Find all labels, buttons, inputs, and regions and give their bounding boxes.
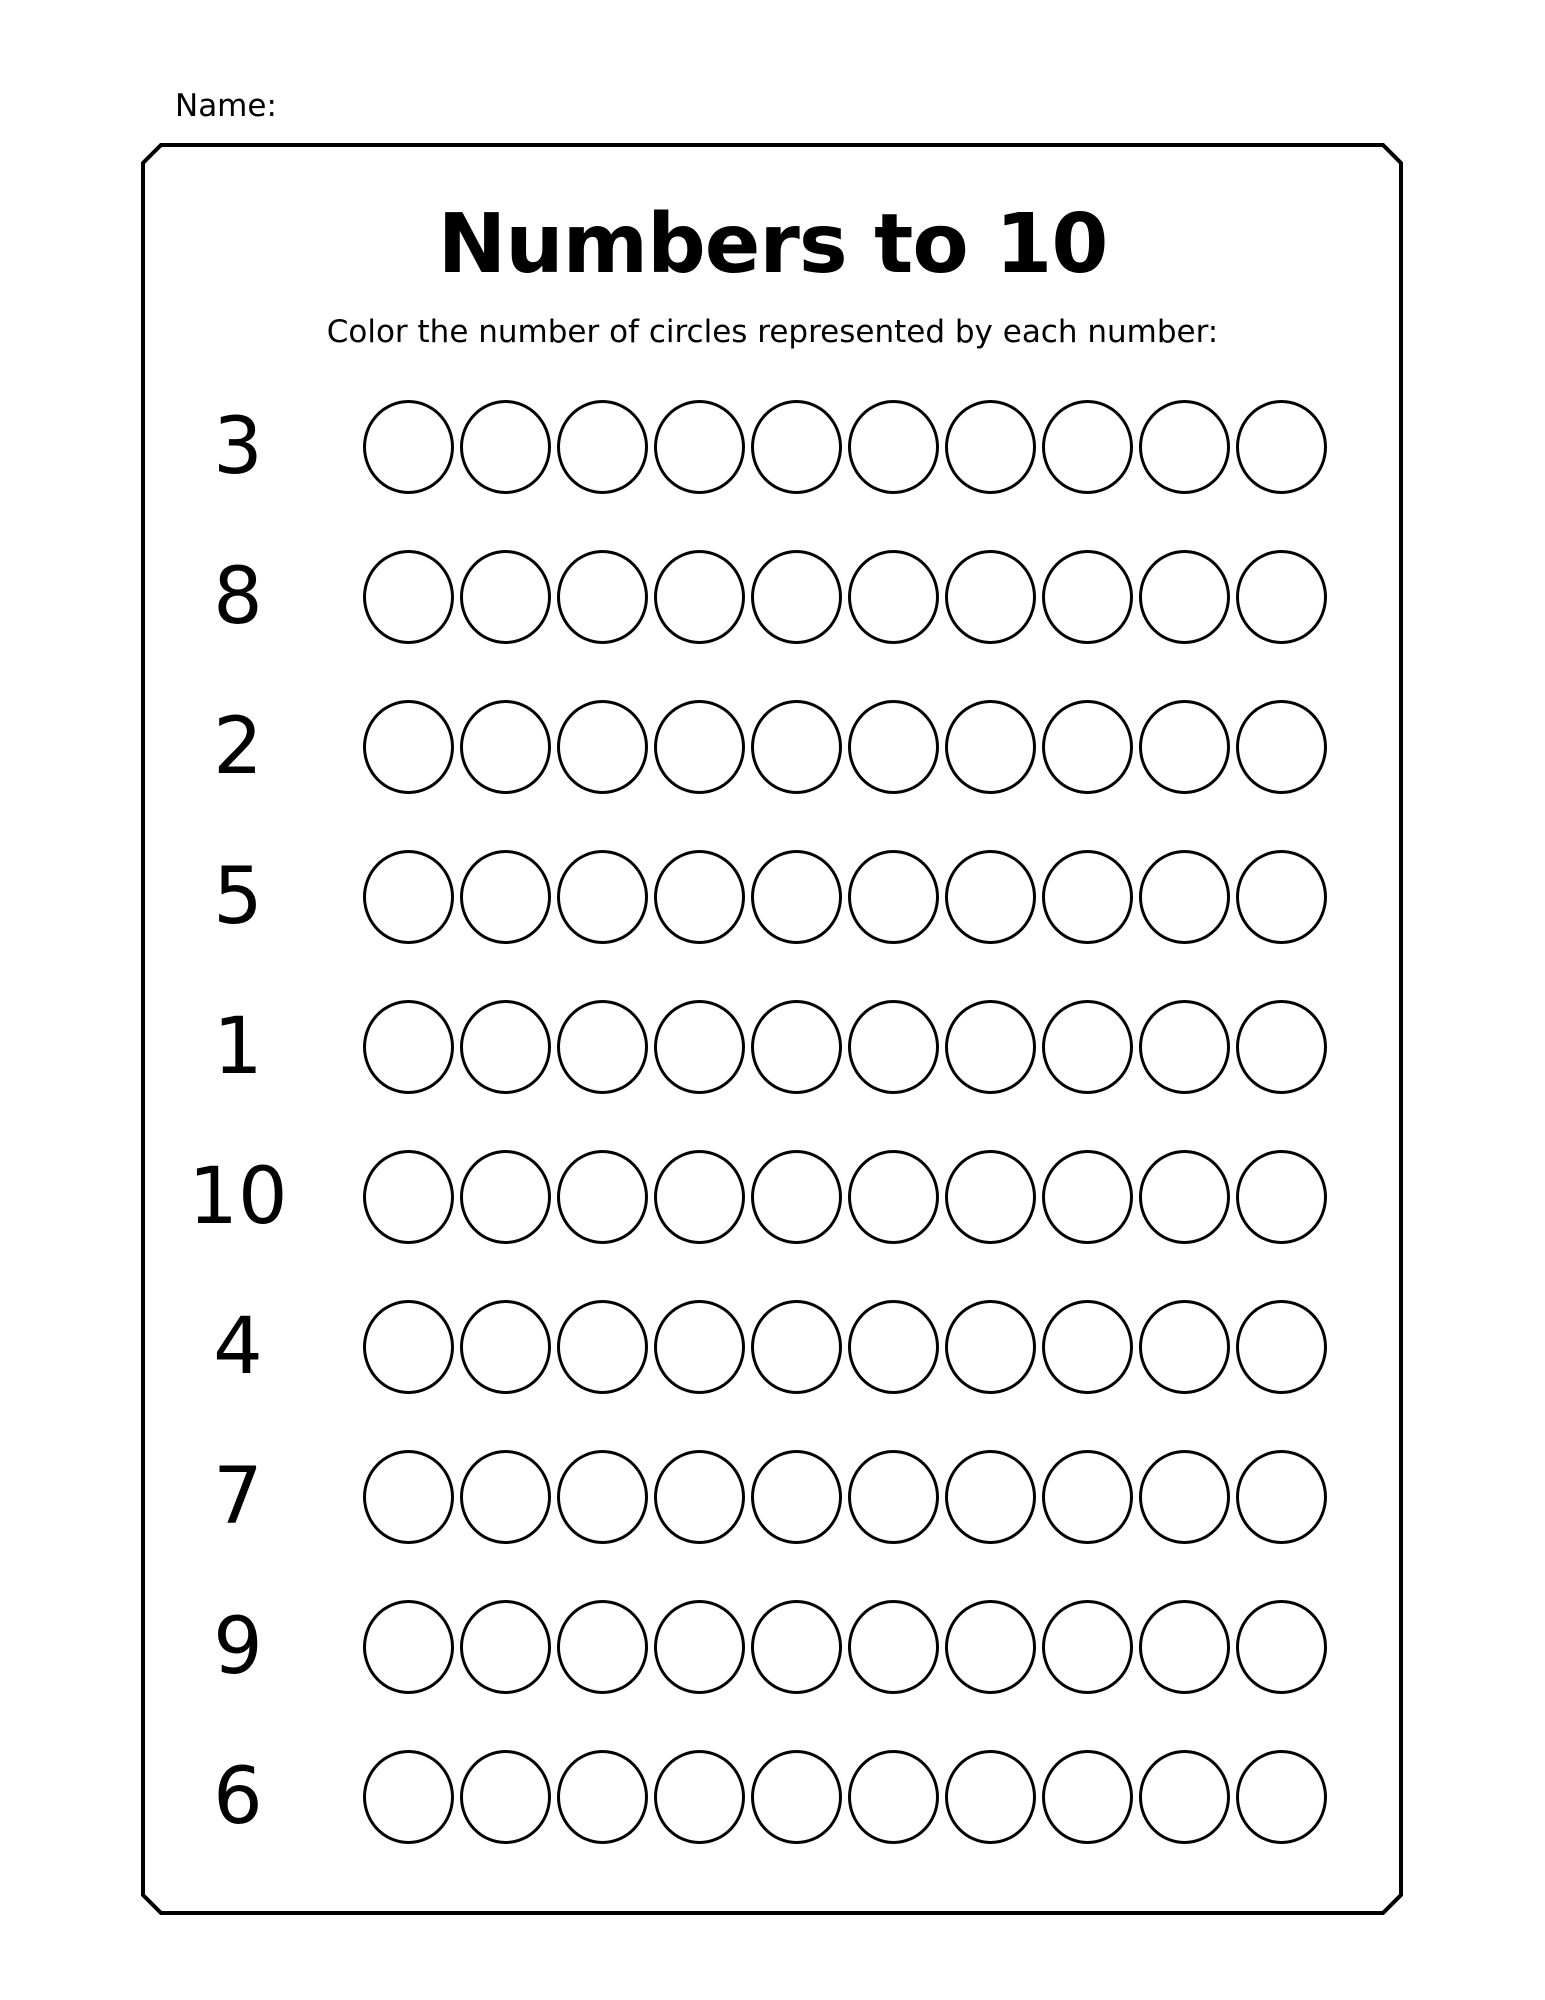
colorable-circle[interactable] — [557, 1000, 648, 1094]
colorable-circle[interactable] — [363, 400, 454, 494]
colorable-circle[interactable] — [654, 1000, 745, 1094]
number-row — [0, 1147, 1545, 1247]
colorable-circle[interactable] — [945, 1750, 1036, 1844]
worksheet-title: Numbers to 10 — [437, 197, 1108, 292]
colorable-circle[interactable] — [1139, 850, 1230, 944]
colorable-circle[interactable] — [557, 850, 648, 944]
colorable-circle[interactable] — [751, 400, 842, 494]
colorable-circle[interactable] — [1139, 1150, 1230, 1244]
colorable-circle[interactable] — [363, 1600, 454, 1694]
colorable-circle[interactable] — [1236, 1000, 1327, 1094]
colorable-circle[interactable] — [460, 1750, 551, 1844]
colorable-circle[interactable] — [1139, 700, 1230, 794]
colorable-circle[interactable] — [654, 1450, 745, 1544]
colorable-circle[interactable] — [1236, 400, 1327, 494]
colorable-circle[interactable] — [1236, 1450, 1327, 1544]
colorable-circle[interactable] — [557, 1150, 648, 1244]
name-label: Name: — [175, 88, 277, 124]
colorable-circle[interactable] — [945, 1150, 1036, 1244]
colorable-circle[interactable] — [751, 1600, 842, 1694]
colorable-circle[interactable] — [1042, 1600, 1133, 1694]
colorable-circle[interactable] — [557, 1300, 648, 1394]
colorable-circle[interactable] — [654, 1600, 745, 1694]
colorable-circle[interactable] — [654, 400, 745, 494]
colorable-circle[interactable] — [654, 1750, 745, 1844]
colorable-circle[interactable] — [848, 1150, 939, 1244]
colorable-circle[interactable] — [1042, 850, 1133, 944]
colorable-circle[interactable] — [1139, 1450, 1230, 1544]
colorable-circle[interactable] — [363, 700, 454, 794]
colorable-circle[interactable] — [654, 1300, 745, 1394]
colorable-circle[interactable] — [1236, 550, 1327, 644]
colorable-circle[interactable] — [1236, 850, 1327, 944]
colorable-circle[interactable] — [751, 1150, 842, 1244]
colorable-circle[interactable] — [460, 1600, 551, 1694]
colorable-circle[interactable] — [848, 1750, 939, 1844]
colorable-circle[interactable] — [848, 700, 939, 794]
colorable-circle[interactable] — [945, 1300, 1036, 1394]
colorable-circle[interactable] — [1139, 1300, 1230, 1394]
colorable-circle[interactable] — [460, 400, 551, 494]
colorable-circle[interactable] — [557, 1600, 648, 1694]
colorable-circle[interactable] — [1139, 400, 1230, 494]
colorable-circle[interactable] — [751, 1450, 842, 1544]
row-number: 1 — [213, 1002, 263, 1092]
colorable-circle[interactable] — [751, 700, 842, 794]
colorable-circle[interactable] — [460, 850, 551, 944]
colorable-circle[interactable] — [945, 1600, 1036, 1694]
colorable-circle[interactable] — [848, 400, 939, 494]
number-row — [0, 1747, 1545, 1847]
colorable-circle[interactable] — [1236, 700, 1327, 794]
colorable-circle[interactable] — [557, 550, 648, 644]
colorable-circle[interactable] — [1042, 400, 1133, 494]
colorable-circle[interactable] — [1236, 1600, 1327, 1694]
colorable-circle[interactable] — [751, 1300, 842, 1394]
row-number: 9 — [213, 1602, 263, 1692]
colorable-circle[interactable] — [557, 1750, 648, 1844]
worksheet-instruction: Color the number of circles represented by each number: — [326, 314, 1219, 350]
colorable-circle[interactable] — [363, 1300, 454, 1394]
colorable-circle[interactable] — [654, 550, 745, 644]
colorable-circle[interactable] — [848, 1600, 939, 1694]
colorable-circle[interactable] — [557, 1450, 648, 1544]
colorable-circle[interactable] — [848, 1300, 939, 1394]
colorable-circle[interactable] — [945, 700, 1036, 794]
colorable-circle[interactable] — [848, 850, 939, 944]
colorable-circle[interactable] — [363, 1750, 454, 1844]
colorable-circle[interactable] — [460, 1000, 551, 1094]
colorable-circle[interactable] — [1042, 550, 1133, 644]
colorable-circle[interactable] — [460, 1300, 551, 1394]
colorable-circle[interactable] — [945, 1000, 1036, 1094]
number-row — [0, 547, 1545, 647]
number-row — [0, 1447, 1545, 1547]
colorable-circle[interactable] — [1236, 1300, 1327, 1394]
colorable-circle[interactable] — [1042, 1150, 1133, 1244]
number-row — [0, 1297, 1545, 1397]
colorable-circle[interactable] — [363, 1450, 454, 1544]
colorable-circle[interactable] — [945, 1450, 1036, 1544]
colorable-circle[interactable] — [363, 1150, 454, 1244]
colorable-circle[interactable] — [1139, 1750, 1230, 1844]
colorable-circle[interactable] — [1139, 1000, 1230, 1094]
row-number: 4 — [213, 1302, 263, 1392]
number-row — [0, 997, 1545, 1097]
colorable-circle[interactable] — [1139, 550, 1230, 644]
colorable-circle[interactable] — [460, 550, 551, 644]
colorable-circle[interactable] — [751, 1750, 842, 1844]
colorable-circle[interactable] — [460, 1450, 551, 1544]
number-row — [0, 1597, 1545, 1697]
colorable-circle[interactable] — [945, 550, 1036, 644]
colorable-circle[interactable] — [460, 1150, 551, 1244]
colorable-circle[interactable] — [363, 850, 454, 944]
colorable-circle[interactable] — [945, 400, 1036, 494]
colorable-circle[interactable] — [460, 700, 551, 794]
colorable-circle[interactable] — [557, 400, 648, 494]
row-number: 10 — [188, 1152, 288, 1242]
number-row — [0, 697, 1545, 797]
colorable-circle[interactable] — [751, 550, 842, 644]
number-row — [0, 847, 1545, 947]
row-number: 6 — [213, 1752, 263, 1842]
colorable-circle[interactable] — [1042, 1450, 1133, 1544]
row-number: 3 — [213, 402, 263, 492]
number-row — [0, 397, 1545, 497]
row-number: 7 — [213, 1452, 263, 1542]
colorable-circle[interactable] — [557, 700, 648, 794]
colorable-circle[interactable] — [848, 550, 939, 644]
colorable-circle[interactable] — [1042, 1750, 1133, 1844]
colorable-circle[interactable] — [945, 850, 1036, 944]
row-number: 5 — [213, 852, 263, 942]
colorable-circle[interactable] — [848, 1000, 939, 1094]
colorable-circle[interactable] — [654, 1150, 745, 1244]
colorable-circle[interactable] — [1042, 1300, 1133, 1394]
colorable-circle[interactable] — [654, 700, 745, 794]
row-number: 8 — [213, 552, 263, 642]
colorable-circle[interactable] — [654, 850, 745, 944]
colorable-circle[interactable] — [1236, 1750, 1327, 1844]
colorable-circle[interactable] — [751, 1000, 842, 1094]
row-number: 2 — [213, 702, 263, 792]
colorable-circle[interactable] — [1236, 1150, 1327, 1244]
colorable-circle[interactable] — [848, 1450, 939, 1544]
colorable-circle[interactable] — [363, 1000, 454, 1094]
colorable-circle[interactable] — [1042, 1000, 1133, 1094]
colorable-circle[interactable] — [363, 550, 454, 644]
colorable-circle[interactable] — [1139, 1600, 1230, 1694]
colorable-circle[interactable] — [751, 850, 842, 944]
colorable-circle[interactable] — [1042, 700, 1133, 794]
